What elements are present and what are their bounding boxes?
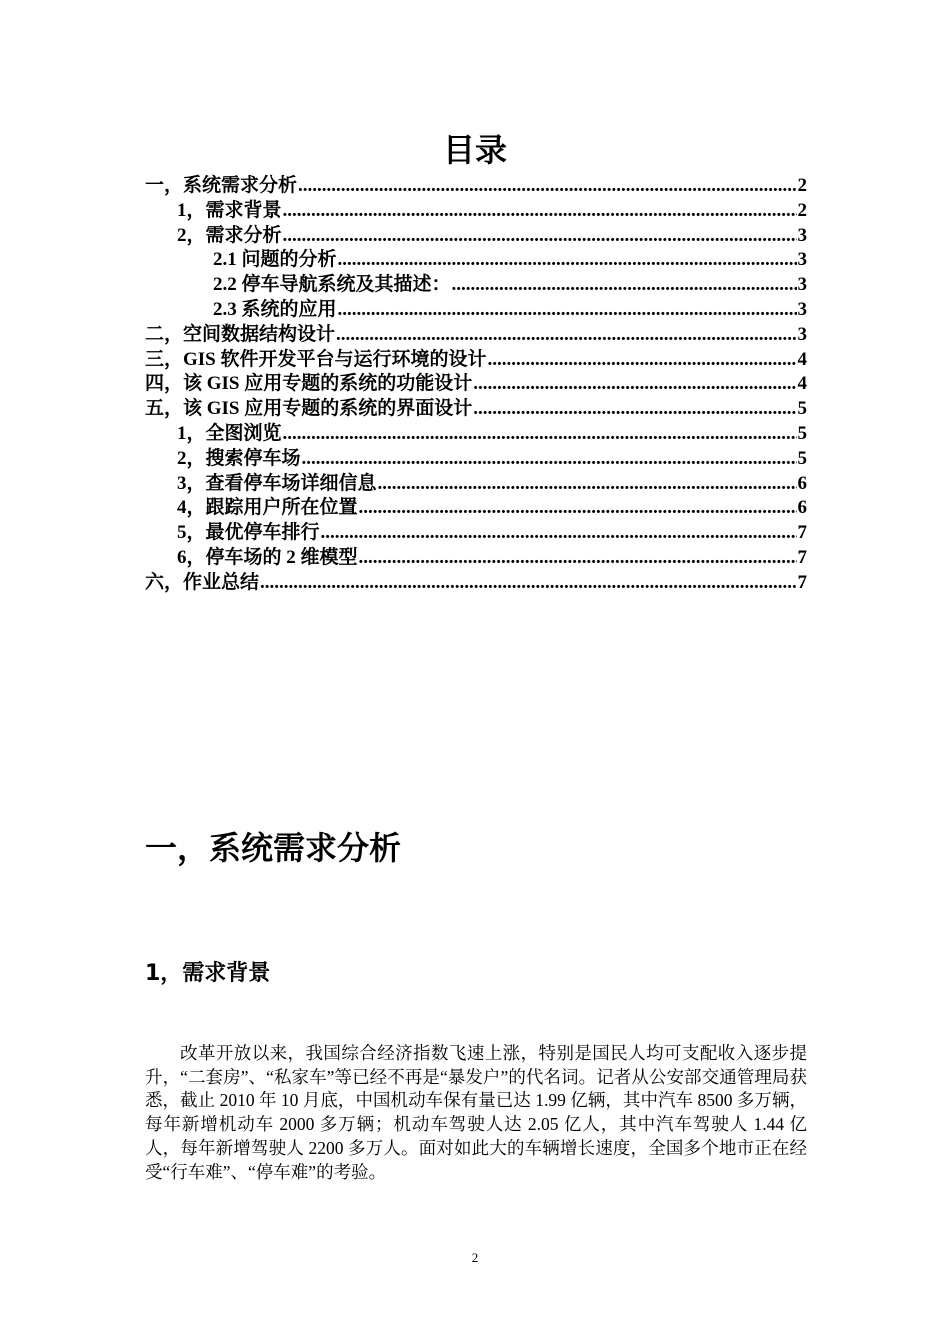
toc-entry-page: 6 [797, 472, 807, 494]
toc-leader [338, 298, 797, 323]
toc-leader [302, 447, 797, 472]
toc-entry-text: 四，该 GIS 应用专题的系统的功能设计 [145, 373, 473, 395]
toc-entry-text: 1，需求背景 [177, 199, 282, 221]
toc-entry-page: 5 [797, 398, 807, 420]
toc-leader [336, 323, 796, 348]
toc-entry-text: 2.3 系统的应用 [213, 298, 337, 320]
toc-entry-page: 5 [797, 447, 807, 469]
toc-entry-text: 1，全图浏览 [177, 422, 282, 444]
toc-entry-page: 5 [797, 422, 807, 444]
toc-leader [283, 199, 797, 224]
toc-entry[interactable] [145, 348, 807, 373]
toc-entry[interactable] [145, 521, 807, 546]
toc-entry[interactable] [145, 546, 807, 571]
toc-entry[interactable] [145, 224, 807, 249]
toc-entry-page: 4 [797, 373, 807, 395]
toc-leader [298, 174, 796, 199]
toc-title: 目录 [442, 131, 507, 169]
toc-entry-page: 4 [797, 348, 807, 370]
toc-leader [260, 571, 796, 596]
toc-entry-text: 3，查看停车场详细信息 [177, 472, 377, 494]
body-paragraph: 改革开放以来，我国综合经济指数飞速上涨，特别是国民人均可支配收入逐步提升，“二套房”、“私家车”等已经不再是“暴发户”的代名词。记者从公安部交通管理局获悉，截止 2010 年 10 月底，中国机动车保有量已达 1.99 亿辆，其中汽车 8500 多万辆，每年新增机动车 2000 多万辆；机动车驾驶人达 2.05 亿人，其中汽车驾驶人 1.44 亿人，每年新增驾驶人 2200 多万人。面对如此大的车辆增长速度，全国多个地市正在经受“行车难”、“停车难”的考验。 [145, 1043, 807, 1182]
toc-entry-page: 6 [797, 497, 807, 519]
toc-entry-page: 3 [797, 274, 807, 296]
toc-leader [338, 248, 797, 273]
toc-entry-text: 六，作业总结 [145, 571, 260, 593]
toc-entry-text: 4，跟踪用户所在位置 [177, 497, 358, 519]
toc-entry-text: 2.2 停车导航系统及其描述： [213, 274, 451, 296]
toc-entry[interactable] [145, 397, 807, 422]
toc-entry-text: 2.1 问题的分析 [213, 249, 337, 271]
toc-leader [452, 273, 797, 298]
toc-leader [359, 496, 797, 521]
toc-entry-page: 3 [797, 224, 807, 246]
toc-entry-page: 7 [797, 571, 807, 593]
toc-leader [321, 521, 797, 546]
toc-entry[interactable] [145, 248, 807, 273]
toc-entry[interactable] [145, 571, 807, 596]
toc-entry-text: 五，该 GIS 应用专题的系统的界面设计 [145, 398, 473, 420]
toc-leader [378, 472, 797, 497]
toc-entry[interactable] [145, 273, 807, 298]
toc-entry[interactable] [145, 323, 807, 348]
toc-entry-page: 3 [797, 323, 807, 345]
toc-entry-text: 2，搜索停车场 [177, 447, 301, 469]
toc-entry[interactable] [145, 174, 807, 199]
toc-entry-page: 7 [797, 522, 807, 544]
section-heading: 一，系统需求分析 [145, 829, 402, 867]
table-of-contents [145, 174, 807, 596]
toc-leader [473, 397, 796, 422]
toc-leader [283, 224, 797, 249]
toc-leader [283, 422, 797, 447]
toc-entry[interactable] [145, 496, 807, 521]
toc-entry-page: 2 [797, 175, 807, 196]
toc-entry-page: 3 [797, 298, 807, 320]
toc-leader [488, 348, 797, 373]
toc-entry-text: 一，系统需求分析 [145, 175, 298, 196]
toc-entry-page: 7 [797, 546, 807, 568]
toc-entry[interactable] [145, 447, 807, 472]
toc-leader [359, 546, 797, 571]
toc-entry-text: 5，最优停车排行 [177, 522, 320, 544]
toc-entry[interactable] [145, 472, 807, 497]
toc-entry[interactable] [145, 372, 807, 397]
toc-entry[interactable] [145, 199, 807, 224]
page-number: 2 [471, 1250, 479, 1265]
toc-entry[interactable] [145, 422, 807, 447]
toc-entry-text: 二，空间数据结构设计 [145, 323, 336, 345]
toc-entry-text: 6，停车场的 2 维模型 [177, 546, 358, 568]
toc-entry-page: 2 [797, 199, 807, 221]
toc-entry-text: 2，需求分析 [177, 224, 282, 246]
toc-entry-page: 3 [797, 249, 807, 271]
toc-leader [473, 372, 796, 397]
toc-entry[interactable] [145, 298, 807, 323]
toc-entry-text: 三，GIS 软件开发平台与运行环境的设计 [145, 348, 487, 370]
subsection-heading: 1，需求背景 [145, 961, 271, 986]
